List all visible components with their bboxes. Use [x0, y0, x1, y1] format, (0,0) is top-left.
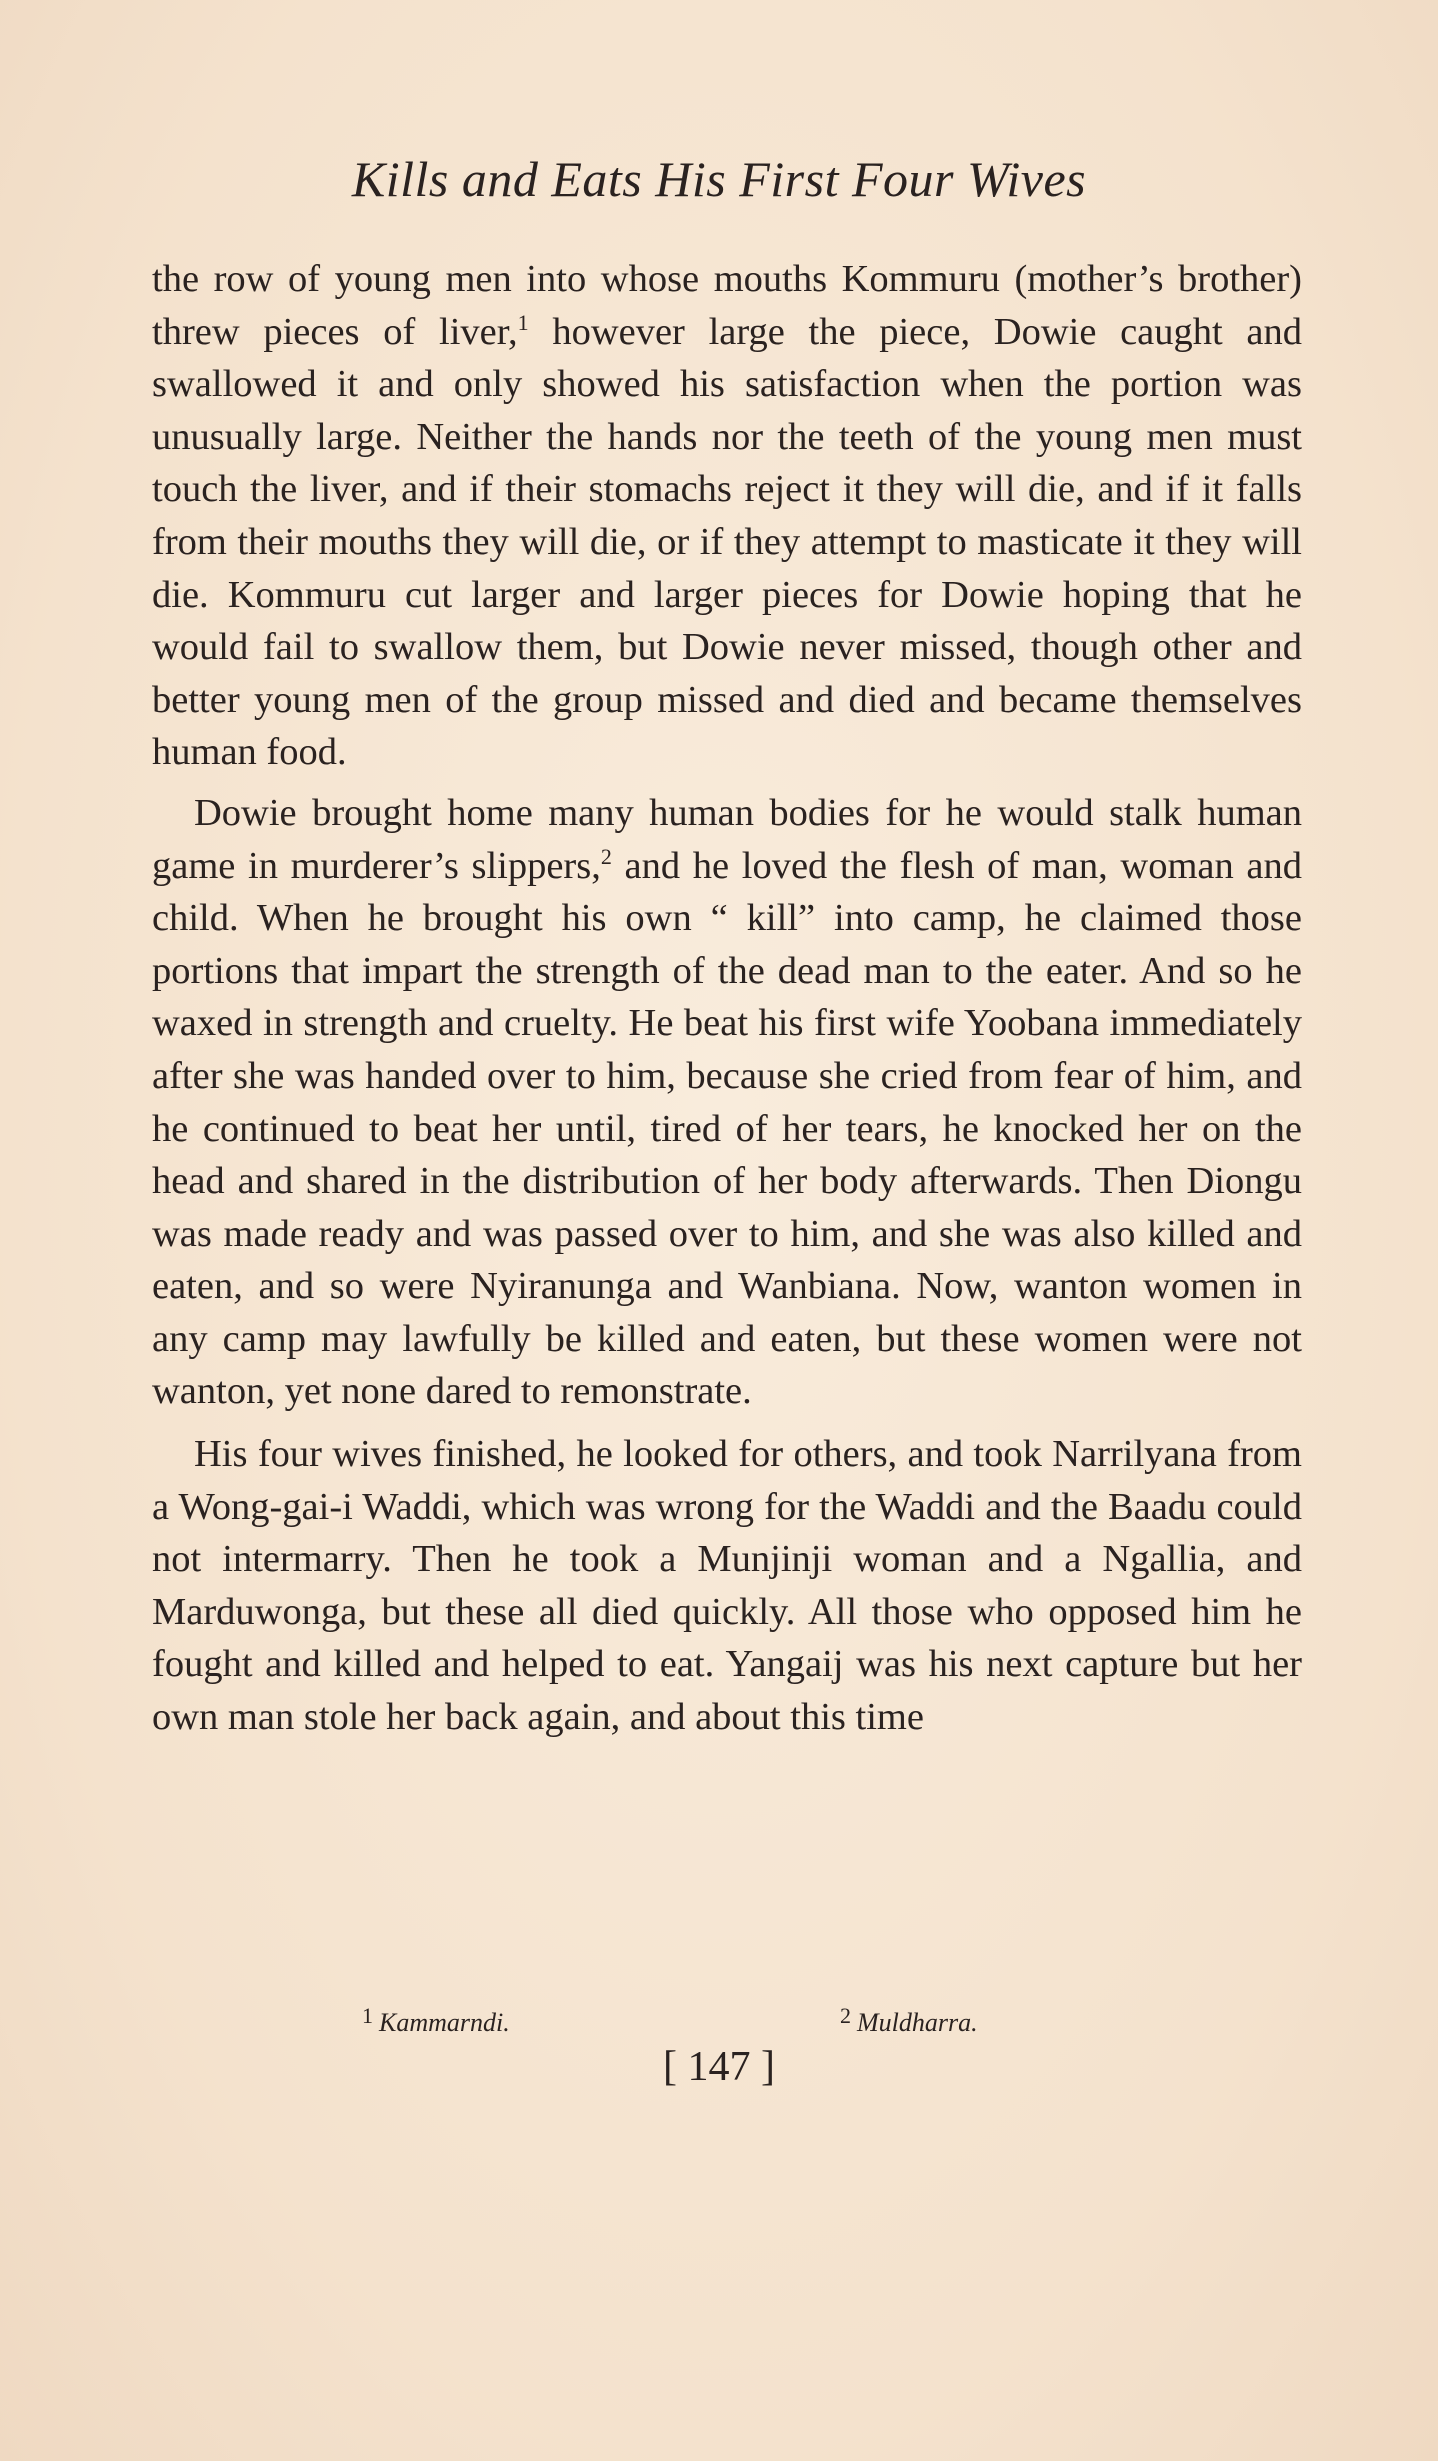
paragraph-1-text-b: however large the piece, Dowie caught and swallowed it and only showed his satisfaction when the portion was unusually large. Neither the hands nor the teeth of the young men must touch the liver, and if their stomachs reject it they will die, and if it falls from their mouths they will die, or if they attempt to masticate it they will die. Kommuru cut larger and larger pieces for Dowie hoping that he would fail to swallow them, but Dowie never missed, though other and better young men of the group missed and died and became themselves human food. — [152, 310, 1302, 774]
paragraph-2-text-b: and he loved the flesh of man, woman and child. When he brought his own “ kill” into camp, he claimed those portions that impart the strength of the dead man to the eater. And so he waxed in strength and cruelty. He beat his first wife Yoobana immediately after she was handed over to him, because she cried from fear of him, and he continued to beat her until, tired of her tears, he knocked her on the head and shared in the distribution of her body afterwards. Then Diongu was made ready and was passed over to him, and she was also killed and eaten, and so were Nyiranunga and Wanbiana. Now, wanton women in any camp may lawfully be killed and eaten, but these women were not wanton, yet none dared to remonstrate. — [152, 844, 1302, 1413]
footnote-1 — [362, 2003, 510, 2038]
body-text — [152, 253, 1302, 1744]
paragraph-1-text-a: the row of young men into whose mouths Kommuru (mother’s brother) threw pieces of liver, — [152, 258, 1302, 353]
footnote-ref-1: 1 — [517, 309, 529, 335]
paragraph-2-text-a: Dowie brought home many human bodies for he would stalk human game in murderer’s slippers, — [152, 791, 1302, 887]
footnote-1-number: 1 — [362, 2003, 373, 2028]
footnote-ref-2: 2 — [600, 843, 612, 869]
footnote-1-text: Kammarndi. — [379, 2008, 510, 2037]
paragraph-3 — [152, 1428, 1302, 1744]
running-title: Kills and Eats His First Four Wives — [351, 151, 1087, 207]
footnote-2 — [840, 2003, 978, 2038]
paragraph-2 — [152, 787, 1302, 1418]
footnote-2-number: 2 — [840, 2003, 851, 2028]
page-number: [ 147 ] — [663, 2044, 775, 2090]
footnote-2-text: Muldharra. — [857, 2008, 978, 2037]
paragraph-3-text: His four wives finished, he looked for others, and took Narrilyana from a Wong-gai-i Waddi, which was wrong for the Waddi and the Baadu could not intermarry. Then he took a Munjinji woman and a Ngallia, and Marduwonga, but these all died quickly. All those who opposed him he fought and killed and helped to eat. Yangaij was his next capture but her own man stole her back again, and about this time — [152, 1433, 1302, 1739]
paragraph-1 — [152, 253, 1302, 779]
